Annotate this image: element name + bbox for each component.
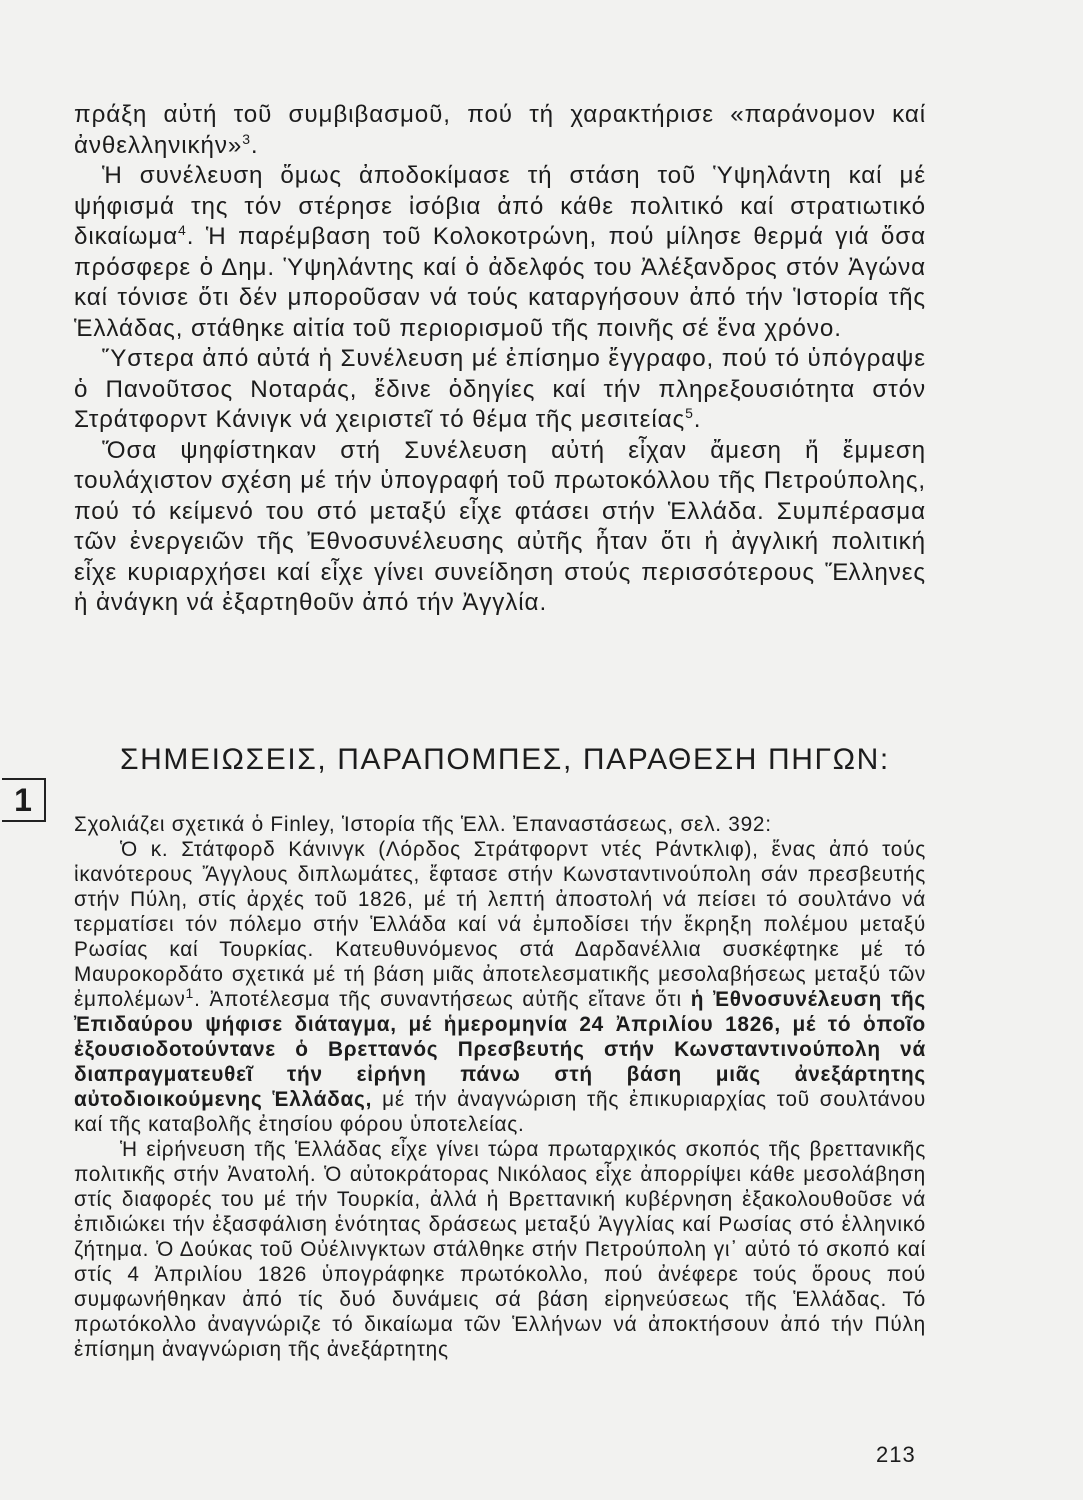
paragraph-text: . bbox=[693, 406, 702, 433]
main-text bbox=[74, 100, 926, 619]
footnote-ref: 3 bbox=[242, 130, 251, 147]
page-number: 213 bbox=[876, 1442, 916, 1467]
footnote-ref: 4 bbox=[178, 221, 187, 238]
paragraph-text: . bbox=[250, 131, 259, 159]
note-paragraph bbox=[74, 812, 926, 837]
notes-heading: ΣΗΜΕΙΩΣΕΙΣ, ΠΑΡΑΠΟΜΠΕΣ, ΠΑΡΑΘΕΣΗ ΠΗΓΩΝ: bbox=[120, 743, 890, 776]
footnote-ref: 5 bbox=[685, 404, 694, 421]
footnote-ref: 1 bbox=[185, 985, 195, 1002]
note-bold-text: ἡ Ἐθνοσυνέλευση τῆς Ἐπιδαύρου ψήφισε διάταγμα, μέ ἡμερομηνία 24 Ἀπριλίου 1826, μέ τό ὁποῖο ἐξουσιοδοτούντανε ὁ Βρεττανός Πρεσβευτής στήν Κωνσταντινούπολη νά διαπραγματευθεῖ τήν εἰρήνη πάνω στή βάση μιᾶς ἀνεξάρτητης αὐτοδιοικούμενης Ἑλλάδας, bbox=[74, 988, 926, 1111]
note-text: Ὁ κ. Στάτφορδ Κάνινγκ (Λόρδος Στράτφορντ ντές Ράντκλιφ), ἕνας ἀπό τούς ἱκανότερους Ἄγγλους διπλωμάτες, ἔφτασε στήν Κωνσταντινούπολη σάν πρεσβευτής στήν Πύλη, στίς ἀρχές τοῦ 1826, μέ τή λεπτή ἀποστολή νά πείσει τό σουλτάνο νά τερματίσει τόν πόλεμο στήν Ἑλλάδα καί νά ἐμποδίσει τήν ἔκρηξη πολέμου μεταξύ Ρωσίας καί Τουρκίας. Κατευθυνόμενος στά Δαρδανέλλια συσκέφτηκε μέ τό Μαυροκορδάτο σχετικά μέ τή βάση μιᾶς ἀποτελεσματικῆς μεσολαβήσεως μεταξύ τῶν ἐμπολέμων bbox=[74, 838, 926, 1011]
paragraph-text: Ὕστερα ἀπό αὐτά ἡ Συνέλευση μέ ἐπίσημο ἔγγραφο, πού τό ὑπόγραψε ὁ Πανοῦτσος Νοταράς, ἔδινε ὁδηγίες καί τήν πληρεξουσιότητα στόν Στράτφορντ Κάνιγκ νά χειριστεῖ τό θέμα τῆς μεσιτείας bbox=[74, 345, 926, 433]
paragraph bbox=[74, 344, 926, 436]
note-text: Ἡ εἰρήνευση τῆς Ἑλλάδας εἶχε γίνει τώρα πρωταρχικός σκοπός τῆς βρεττανικῆς πολιτικῆς στήν Ἀνατολή. Ὁ αὐτοκράτορας Νικόλαος εἶχε ἀπορρίψει κάθε μεσολάβηση στίς διαφορές του μέ τήν Τουρκία, ἀλλά ἡ Βρεττανική κυβέρνηση ἐξακολουθοῦσε νά ἐπιδιώκει τήν ἐξασφάλιση ἑνότητας δράσεως μεταξύ Ἀγγλίας καί Ρωσίας στό ἑλληνικό ζήτημα. Ὁ Δούκας τοῦ Οὐέλινγκτων στάλθηκε στήν Πετρούπολη γι᾿ αὐτό τό σκοπό καί στίς 4 Ἀπριλίου 1826 ὑπογράφηκε πρωτόκολλο, πού ἀνέφερε τούς ὅρους πού συμφωνήθηκαν ἀπό τίς δυό δυνάμεις σά βάση εἰρηνεύσεως τῆς Ἑλλάδας. Τό πρωτόκολλο ἀναγνώριζε τό δικαίωμα τῶν Ἑλλήνων νά ἀποκτήσουν ἀπό τήν Πύλη ἐπίσημη ἀναγνώριση τῆς ἀνεξάρτητης bbox=[74, 1138, 926, 1361]
note-number-box: 1 bbox=[2, 778, 46, 822]
paragraph-text: Ἡ συνέλευση ὅμως ἀποδοκίμασε τή στάση τοῦ Ὑψηλάντη καί μέ ψήφισμά της τόν στέρησε ἰσόβια ἀπό κάθε πολιτικό καί στρατιωτικό δικαίωμα bbox=[74, 162, 926, 250]
paragraph-text: . Ἡ παρέμβαση τοῦ Κολοκοτρώνη, πού μίλησε θερμά γιά ὅσα πρόσφερε ὁ Δημ. Ὑψηλάντης καί ὁ ἀδελφός του Ἀλέξανδρος στόν Ἀγώνα καί τόνισε ὅτι δέν μποροῦσαν νά τούς καταργήσουν ἀπό τήν Ἱστορία τῆς Ἑλλάδας, στάθηκε αἰτία τοῦ περιορισμοῦ τῆς ποινῆς σέ ἕνα χρόνο. bbox=[74, 223, 926, 342]
note-paragraph bbox=[74, 1137, 926, 1362]
paragraph-text: Ὅσα ψηφίστηκαν στή Συνέλευση αὐτή εἶχαν ἄμεση ἤ ἔμμεση τουλάχιστον σχέση μέ τήν ὑπογραφή τοῦ πρωτοκόλλου τῆς Πετρούπολης, πού τό κείμενό του στό μεταξύ εἶχε φτάσει στήν Ἑλλάδα. Συμπέρασμα τῶν ἐνεργειῶν τῆς Ἐθνοσυνέλευσης αὐτῆς ἦταν ὅτι ἡ ἀγγλική πολιτική εἶχε κυριαρχήσει καί εἶχε γίνει συνείδηση στούς περισσότερους Ἕλληνες ἡ ἀνάγκη νά ἐξαρτηθοῦν ἀπό τήν Ἀγγλία. bbox=[74, 436, 926, 616]
note-text: . Ἀποτέλεσμα τῆς συναντήσεως αὐτῆς εἴτανε ὅτι bbox=[194, 988, 691, 1011]
notes-text bbox=[74, 812, 926, 1362]
paragraph bbox=[74, 161, 926, 344]
paragraph bbox=[74, 436, 926, 619]
paragraph-text: πράξη αὐτή τοῦ συμβιβασμοῦ, πού τή χαρακτήρισε «παράνομον καί ἀνθελληνικήν» bbox=[74, 101, 926, 159]
paragraph bbox=[74, 100, 926, 161]
note-text: μέ τήν ἀναγνώριση τῆς ἐπικυριαρχίας τοῦ σουλτάνου καί τῆς καταβολῆς ἐτησίου φόρου ὑποτελείας. bbox=[74, 1088, 926, 1136]
note-text: Σχολιάζει σχετικά ὁ Finley, Ἱστορία τῆς Ἑλλ. Ἐπαναστάσεως, σελ. 392: bbox=[74, 813, 772, 836]
note-paragraph bbox=[74, 837, 926, 1137]
